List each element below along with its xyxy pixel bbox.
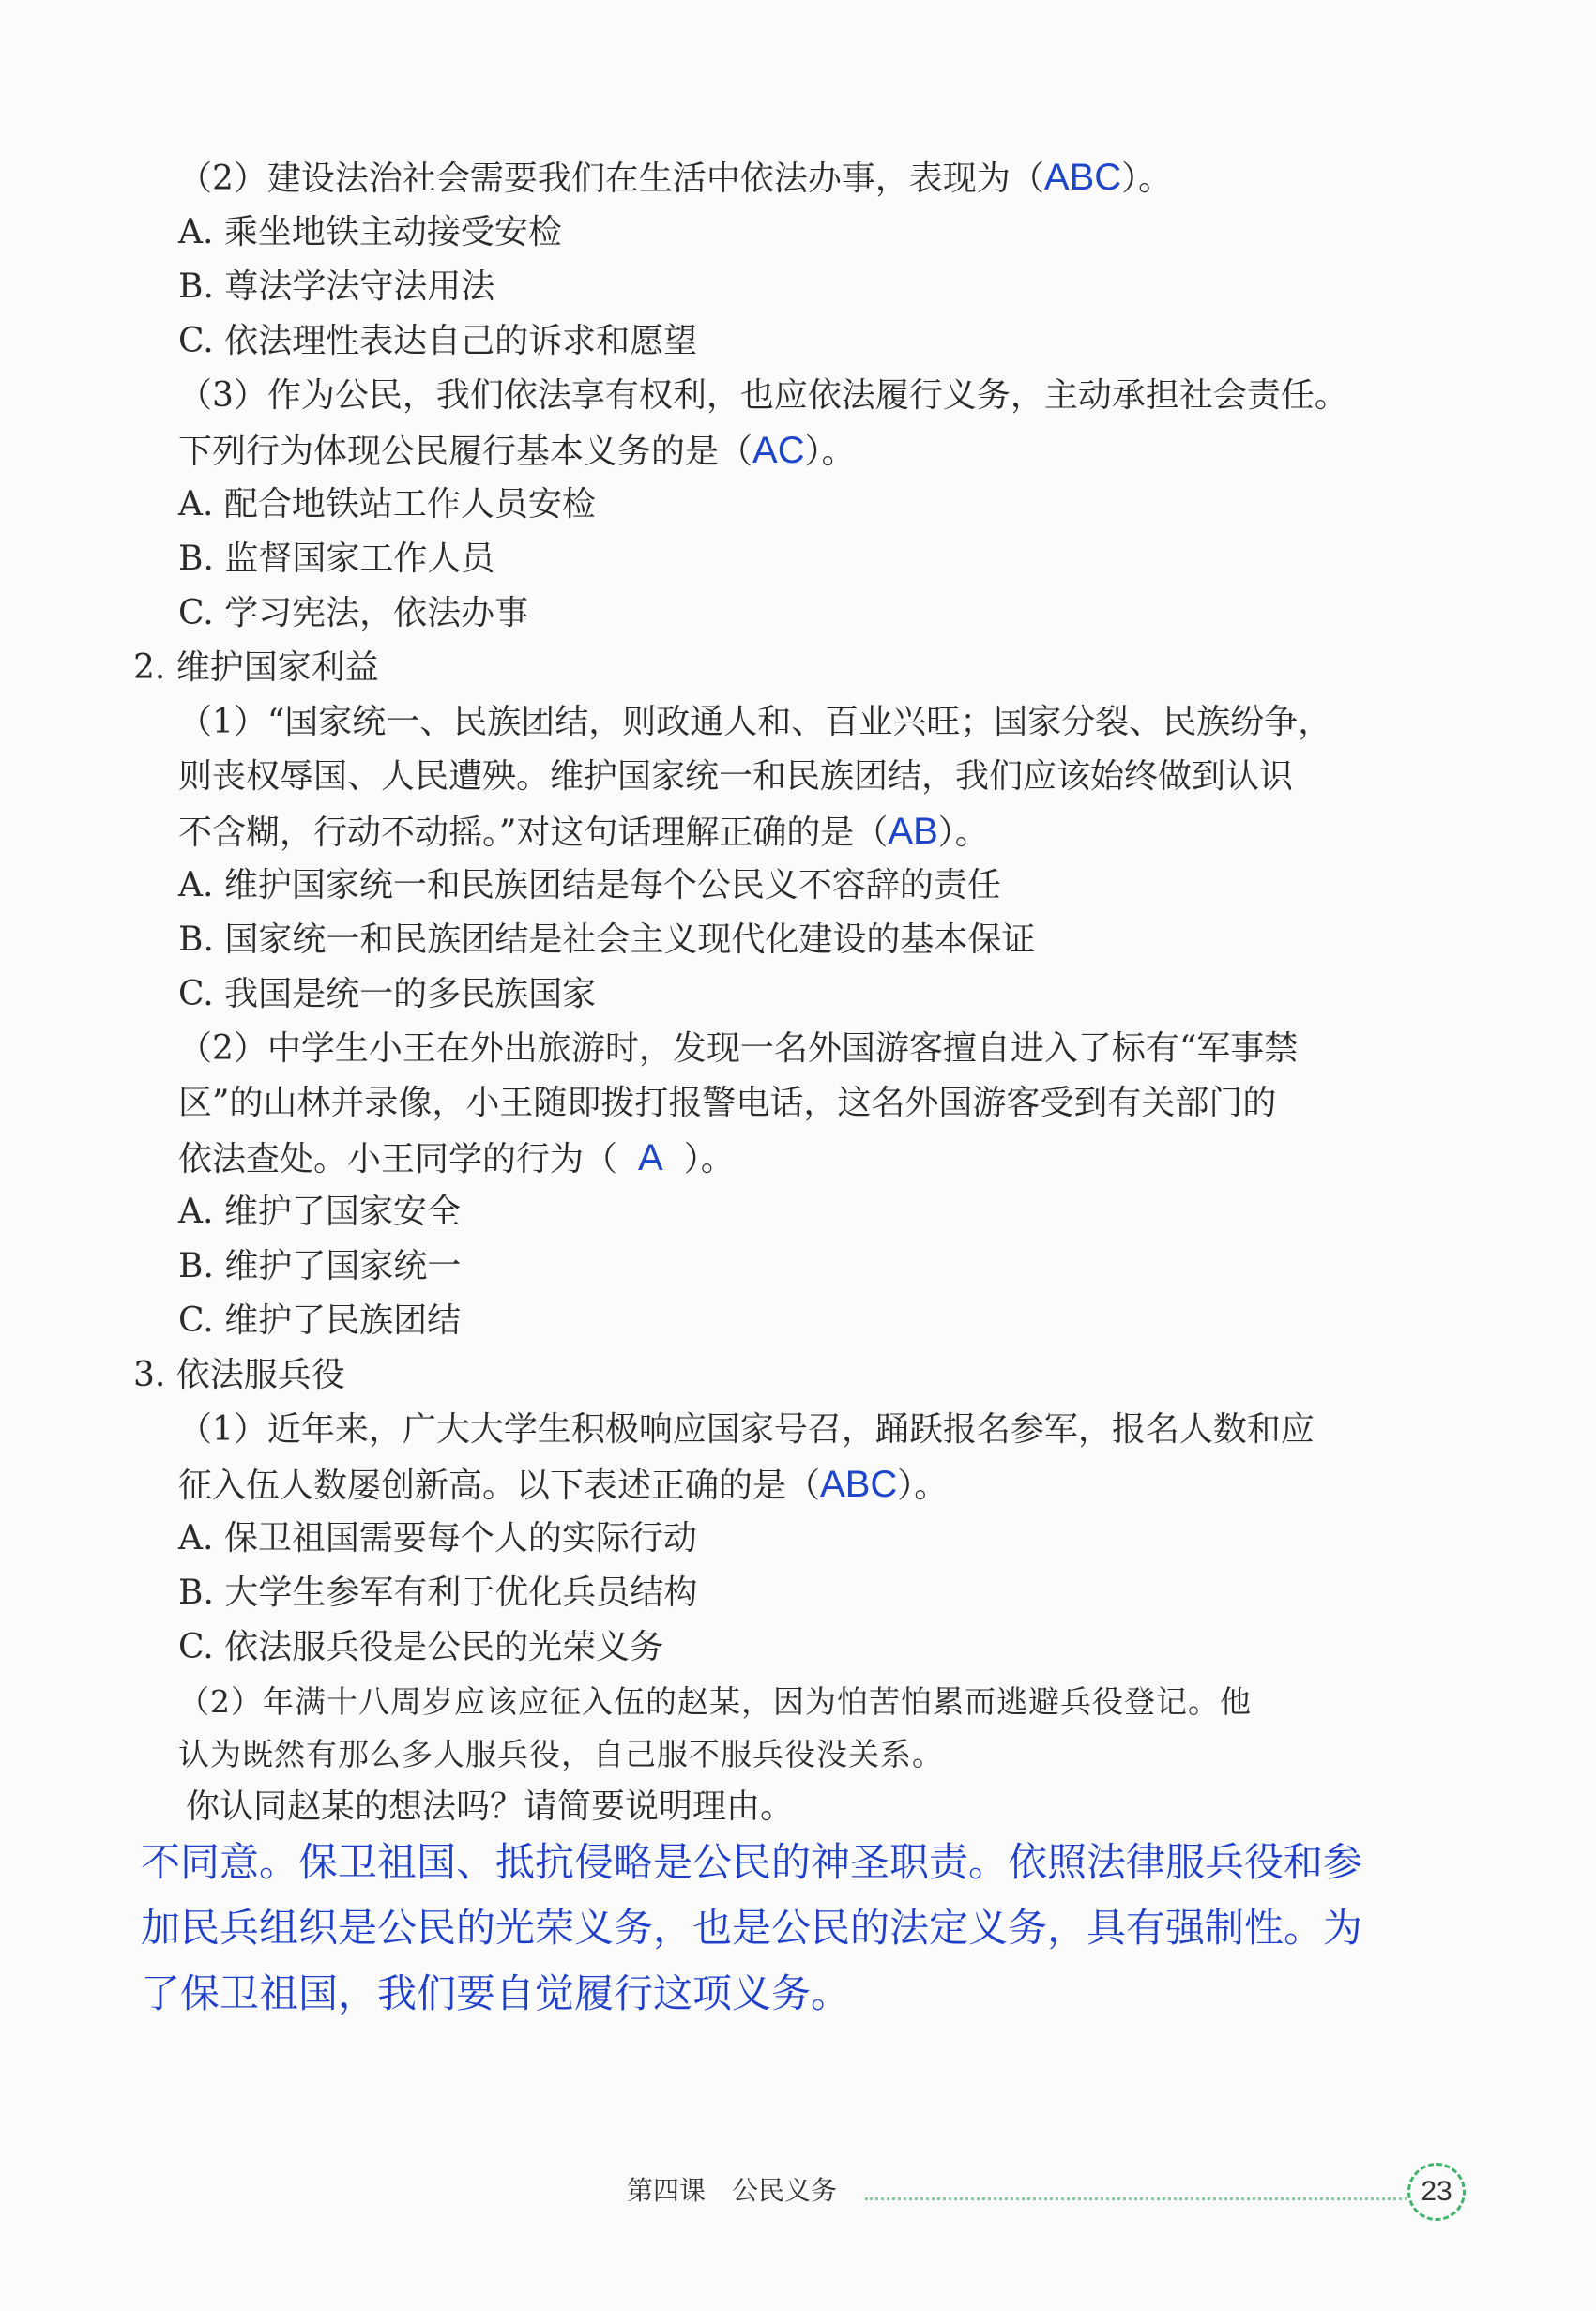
question-stem-cont [178,1137,735,1180]
question-stem: （1）近年来，广大大学生积极响应国家号召，踊跃报名参军，报名人数和应 [178,1410,1315,1449]
stem-text: 依法查处。小王同学的行为（ [178,1140,618,1178]
option-b: B. 维护了国家统一 [178,1247,462,1285]
stem-text: 征入伍人数屡创新高。以下表述正确的是（ [178,1467,821,1505]
question-stem-cont [178,811,989,854]
stem-tail: ）。 [683,1140,735,1178]
option-b: B. 尊法学法守法用法 [178,267,495,306]
answer-line: 了保卫祖国，我们要自觉履行这项义务。 [141,1970,851,2016]
option-a: A. 配合地铁站工作人员安检 [178,485,596,524]
chapter-title: 第四课 公民义务 [627,2175,838,2206]
option-c: C. 学习宪法，依法办事 [178,594,529,632]
option-c: C. 维护了民族团结 [178,1301,462,1340]
stem-text: 不含糊，行动不动摇。”对这句话理解正确的是（ [178,813,889,852]
question-stem-cont: 则丧权辱国、人民遭殃。维护国家统一和民族团结，我们应该始终做到认识 [178,757,1294,796]
stem-text: （2）建设法治社会需要我们在生活中依法办事，表现为（ [178,160,1044,198]
option-c: C. 依法理性表达自己的诉求和愿望 [178,322,698,360]
option-b: B. 国家统一和民族团结是社会主义现代化建设的基本保证 [178,920,1036,959]
question-stem-cont [178,1464,948,1507]
handwritten-answer: A [638,1137,663,1178]
option-a: A. 维护了国家安全 [178,1193,461,1231]
footer-dotted-rule [865,2197,1407,2200]
answer-line: 不同意。保卫祖国、抵抗侵略是公民的神圣职责。依照法律服兵役和参 [141,1839,1363,1885]
stem-tail: ）。 [804,433,856,471]
page-number: 23 [1421,2176,1452,2207]
option-b: B. 监督国家工作人员 [178,540,495,578]
section-title: 3. 依法服兵役 [133,1356,345,1394]
question-stem [178,157,1172,200]
question-stem-cont [178,430,856,473]
option-c: C. 依法服兵役是公民的光荣义务 [178,1628,664,1666]
question-stem: （1）“国家统一、民族团结，则政通人和、百业兴旺；国家分裂、民族纷争， [178,703,1332,741]
page-number-badge [1407,2163,1466,2221]
question-stem-cont: 区”的山林并录像，小王随即拨打报警电话，这名外国游客受到有关部门的 [178,1084,1277,1122]
handwritten-answer: ABC [1043,157,1122,198]
question-stem: （3）作为公民，我们依法享有权利，也应依法履行义务，主动承担社会责任。 [178,376,1348,415]
option-b: B. 大学生参军有利于优化兵员结构 [178,1574,698,1612]
option-c: C. 我国是统一的多民族国家 [178,975,597,1013]
option-a: A. 维护国家统一和民族团结是每个公民义不容辞的责任 [178,866,1001,905]
question-stem: （2）年满十八周岁应该应征入伍的赵某，因为怕苦怕累而逃避兵役登记。他 [178,1683,1252,1720]
stem-text: 下列行为体现公民履行基本义务的是（ [178,433,753,471]
section-title: 2. 维护国家利益 [133,648,379,687]
stem-tail: ）。 [937,813,989,852]
stem-tail: ）。 [897,1467,949,1505]
handwritten-answer: ABC [820,1464,898,1505]
question-stem-cont: 认为既然有那么多人服兵役，自己服不服兵役没关系。 [178,1736,944,1772]
handwritten-answer: AC [752,430,805,471]
answer-line: 加民兵组织是公民的光荣义务，也是公民的法定义务，具有强制性。为 [141,1905,1363,1951]
question-prompt: 你认同赵某的想法吗？请简要说明理由。 [186,1787,795,1826]
question-stem: （2）中学生小王在外出旅游时，发现一名外国游客擅自进入了标有“军事禁 [178,1029,1299,1068]
stem-tail: ）。 [1121,160,1173,198]
option-a: A. 保卫祖国需要每个人的实际行动 [178,1519,697,1558]
option-a: A. 乘坐地铁主动接受安检 [178,213,562,251]
handwritten-answer: AB [888,811,938,852]
